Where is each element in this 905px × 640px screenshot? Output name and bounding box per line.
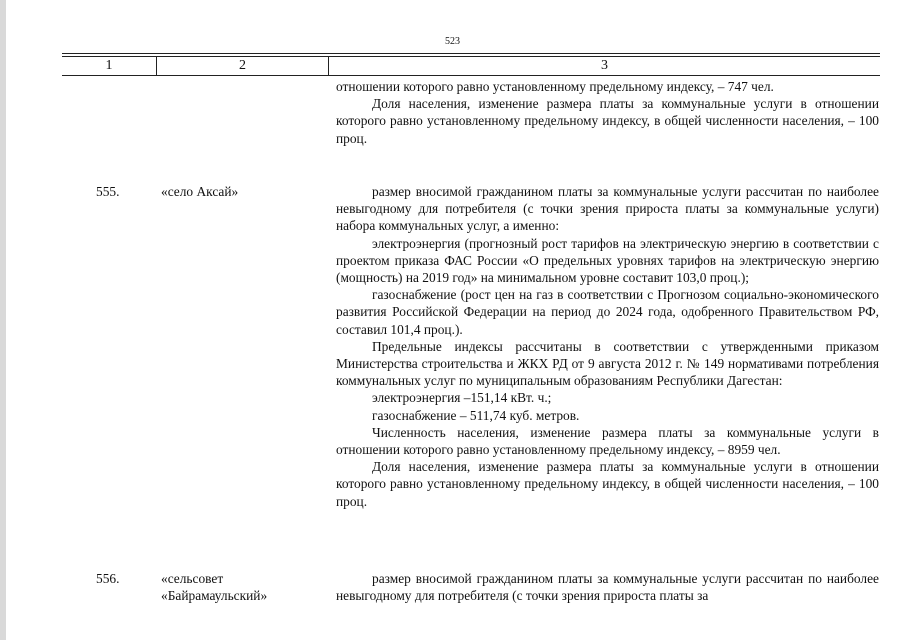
header-col-1: 1 — [62, 57, 157, 75]
paragraph: отношении которого равно установленному предельному индексу, – 747 чел. — [336, 79, 774, 94]
paragraph: газоснабжение (рост цен на газ в соответствии с Прогнозом социально-экономического развития Российской Федерации на период до 2024 года, одобренного Правительством РФ, составил 101,4 проц.). — [336, 287, 879, 337]
header-col-2: 2 — [157, 57, 329, 75]
continuation-text — [336, 78, 879, 147]
paragraph: Предельные индексы рассчитаны в соответствии с утвержденными приказом Министерства строительства и ЖКХ РД от 9 августа 2012 г. № 149 нормативами потребления коммунальных услуг по муниципальным образованиям Республики Дагестан: — [336, 338, 879, 389]
entry-text — [336, 570, 879, 604]
entry-name: «сельсовет «Байрамаульский» — [161, 571, 268, 604]
header-col-3: 3 — [601, 58, 608, 73]
paragraph: размер вносимой гражданином платы за коммунальные услуги рассчитан по наиболее невыгодному для потребителя (с точки зрения прироста платы за коммунальные услуги) набора коммунальных услуг, а именно: — [336, 184, 879, 234]
paragraph: газоснабжение – 511,74 куб. метров. — [372, 407, 580, 423]
paragraph: размер вносимой гражданином платы за коммунальные услуги рассчитан по наиболее невыгодному для потребителя (с точки зрения прироста платы за — [336, 571, 879, 604]
entry-number: 556. — [96, 571, 120, 586]
entry-number: 555. — [96, 184, 120, 199]
paragraph: Численность населения, изменение размера платы за коммунальные услуги в отношении которого равно установленному предельному индексу, – 8959 чел. — [336, 424, 879, 458]
table-top-border — [62, 53, 880, 54]
page-number: 523 — [445, 36, 460, 47]
paragraph: Доля населения, изменение размера платы за коммунальные услуги в отношении которого равно установленному предельному индексу, в общей численности населения, – 100 проц. — [336, 459, 879, 509]
entry-text — [336, 183, 879, 510]
scan-edge — [0, 0, 6, 640]
paragraph: электроэнергия –151,14 кВт. ч.; — [372, 390, 552, 406]
table-header-row — [62, 56, 880, 76]
entry-name: «село Аксай» — [161, 184, 239, 199]
paragraph: Доля населения, изменение размера платы за коммунальные услуги в отношении которого равно установленному предельному индексу, в общей численности населения, – 100 проц. — [336, 96, 879, 146]
paragraph: электроэнергия (прогнозный рост тарифов на электрическую энергию в соответствии с проектом приказа ФАС России «О предельных уровнях тарифов на электрическую энергию (мощность) на 2019 год» на минимальном уровне составит 103,0 проц.); — [336, 235, 879, 286]
